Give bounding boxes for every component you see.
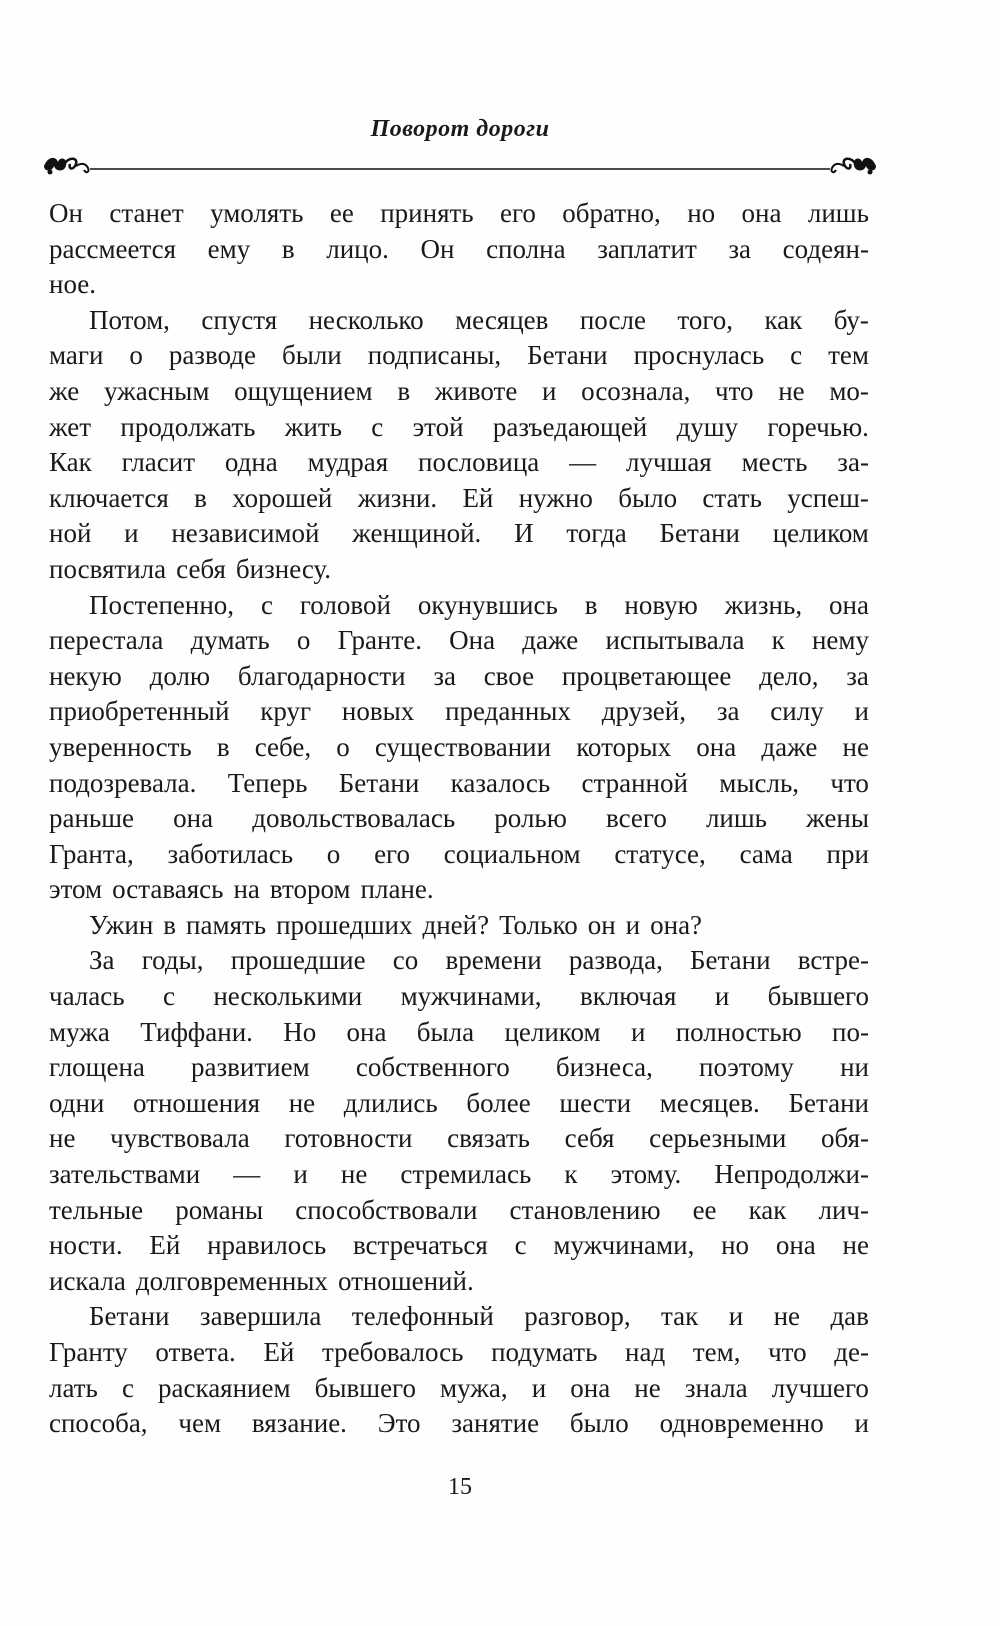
text-line: Потом, спустя несколько месяцев после того, как бу- <box>89 304 869 335</box>
text-line: ное. <box>49 269 97 300</box>
text-line: мужа Тиффани. Но она была целиком и полностью по- <box>49 1016 869 1047</box>
text-line: способа, чем вязание. Это занятие было одновременно и <box>49 1408 869 1439</box>
text-line: уверенность в себе, о существовании которых она даже не <box>49 731 869 762</box>
right-flourish-ornament-icon <box>831 158 876 175</box>
text-line: зательствами — и не стремилась к этому. Непродолжи- <box>49 1159 869 1190</box>
text-line: приобретенный круг новых преданных друзей, за силу и <box>49 696 869 727</box>
text-line: Как гласит одна мудрая пословица — лучшая месть за- <box>49 447 869 478</box>
text-line: посвятила себя бизнесу. <box>49 553 332 584</box>
running-header <box>40 116 880 176</box>
text-line: одни отношения не длились более шести месяцев. Бетани <box>49 1087 869 1118</box>
text-line: раньше она довольствовалась ролью всего лишь жены <box>49 803 869 834</box>
text-line: Бетани завершила телефонный разговор, так и не дав <box>89 1301 869 1332</box>
text-line: За годы, прошедшие со времени развода, Бетани встре- <box>89 945 869 976</box>
text-line: тельные романы способствовали становлению ее как лич- <box>49 1194 869 1225</box>
text-line: ности. Ей нравилось встречаться с мужчинами, но она не <box>49 1230 869 1261</box>
text-line: же ужасным ощущением в животе и осознала, что не мо- <box>49 375 869 406</box>
text-line: лать с раскаянием бывшего мужа, и она не знала лучшего <box>49 1372 869 1403</box>
text-line: ключается в хорошей жизни. Ей нужно было стать успеш- <box>49 482 869 513</box>
body-text <box>49 196 869 1442</box>
text-line: Постепенно, с головой окунувшись в новую жизнь, она <box>89 589 869 620</box>
text-line: некую долю благодарности за свое процветающее дело, за <box>49 660 869 691</box>
text-line: Ужин в память прошедших дней? Только он и она? <box>89 909 703 940</box>
text-line: подозревала. Теперь Бетани казалось странной мысль, что <box>49 767 869 798</box>
text-line: жет продолжать жить с этой разъедающей душу горечью. <box>49 411 869 442</box>
text-line: Гранта, заботилась о его социальном статусе, сама при <box>49 838 869 869</box>
header-rule-ornament <box>40 152 880 178</box>
text-line: маги о разводе были подписаны, Бетани проснулась с тем <box>49 340 869 371</box>
text-line: глощена развитием собственного бизнеса, поэтому ни <box>49 1052 869 1083</box>
text-line: этом оставаясь на втором плане. <box>49 874 434 905</box>
text-line: перестала думать о Гранте. Она даже испытывала к нему <box>49 625 869 656</box>
text-line: рассмеется ему в лицо. Он сполна заплатит за содеян- <box>49 233 869 264</box>
running-header-title: Поворот дороги <box>370 116 550 142</box>
left-flourish-ornament-icon <box>44 158 89 175</box>
text-line: искала долговременных отношений. <box>49 1265 474 1296</box>
text-line: не чувствовала готовности связать себя серьезными обя- <box>49 1123 869 1154</box>
text-line: чалась с несколькими мужчинами, включая и бывшего <box>49 981 869 1012</box>
text-line: Гранту ответа. Ей требовалось подумать над тем, что де- <box>49 1337 869 1367</box>
text-line: Он станет умолять ее принять его обратно, но она лишь <box>49 198 869 228</box>
page-number: 15 <box>448 1474 472 1500</box>
text-line: ной и независимой женщиной. И тогда Бетани целиком <box>49 518 869 549</box>
